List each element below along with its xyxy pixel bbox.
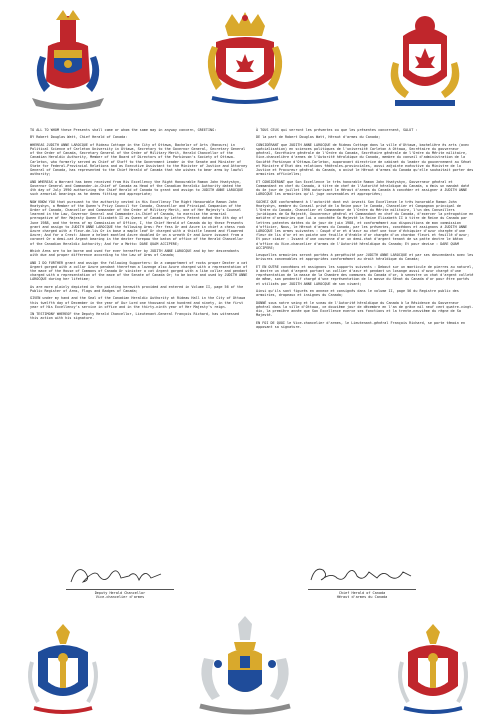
english-paragraph: As are more plainly depicted in the painting herewith provided and entered in Volume II, page 56 of the Public Register of Arms, Flags and Badges of Canada;	[30, 284, 244, 294]
english-paragraph: IN TESTIMONY WHEREOF the Deputy Herald Chancellor, Lieutenant-General François Richard, has witnessed this action with his signature.	[30, 312, 240, 321]
french-paragraph: Lesquelles armoiries seront portées à perpétuité par JUDITH ANNE LAROCQUE et par ses descendants avec les brisures convenables et appropriées conformément au droit héraldique du Canada;	[256, 253, 474, 262]
english-paragraph: GIVEN under my hand and the Seal of the Canadian Heraldic Authority at Rideau Hall in the City of Ottawa this twelfth day of December in the year of Our Lord one thousand nine hundred and ninety, in the first year of His Excellency's service in office and in the thirty-ninth year of Her Majesty's reign.	[30, 296, 246, 309]
english-paragraph: Which Arms are to be borne and used for ever hereafter by JUDITH ANNE LAROCQUE and by her descendants with due and proper difference according to the Law of Arms of Canada;	[30, 249, 240, 258]
grantee-arms-crest	[18, 6, 118, 114]
signature-title-fr: Vice-chancelier d'armes	[95, 595, 145, 600]
english-paragraph: AND I DO FURTHER grant and assign the following Supporters: On a compartment of rocks proper Dexter a cat Argent gorged with a collar Azure pendant therefrom a lozenge also Azure charged with a representation of the mace of the House of Commons of Canada Or sinister a cat Argent gorged with a like collar and pendant charged with a representation of the mace of the Senate of Canada Or; to be borne and used by JUDITH ANNE LAROCQUE during her lifetime;	[30, 260, 248, 282]
herald-crest	[375, 6, 475, 114]
french-paragraph: SACHEZ QUE conformément à l'autorité dont est investi Son Excellence le très honorable Ramon John Hnatyshyn, membre du Conseil privé de la Reine pour le Canada, Chancelier et Compagnon principal de l'Ordre du Canada, Chancelier et Commandeur de l'Ordre du Mérite militaire, l'un des Conseillers juridiques de Sa Majesté, Gouverneur général et Commandant en chef du Canada, d'exercer la prérogative en matière d'armoiries que lui a concédée Sa Majesté la Reine Elizabeth II à titre de Reine du Canada par lettres patentes datées du 4e jour de juin 1988, et conformément aux dispositions de mon commission d'officier, Nous, le Héraut d'armes du Canada, par les présentes, concédons et assignons à JUDITH ANNE LAROCQUE les armes suivantes : Coupé d'or et d'azur au chef une tour d'échiquier d'azur chargée d'une fleur de lis d'or et en pointe une feuille d'érable d'or chargée d'un chardon fleuri et feuillé d'azur; Et pour cimier : Issant d'une couronne d'or un demi-chat d'argent tenant de sa patte dextre le bâton d'office du Vice-chancelier d'armes de l'Autorité héraldique du Canada; Et pour devise : DARE QUAM ACCIPERE;	[256, 199, 474, 250]
english-paragraph: NOW KNOW YOU that pursuant to the authority vested in His Excellency The Right Honourable Ramon John Hnatyshyn, a Member of the Queen's Privy Council for Canada, Chancellor and Principal Companion of the Order of Canada, Chancellor and Commander of the Order of Military Merit, one of Her Majesty's Counsel learned in the Law, Governor General and Commander-in-Chief of Canada, to exercise the armorial prerogative of Her Majesty Queen Elizabeth II as Queen of Canada by Letters Patent dated the 4th day of June 1988, and the terms of my Commission of Office, I, the Chief Herald of Canada do by these Presents grant and assign to JUDITH ANNE LAROCQUE the following Arms: Per fess Or and Azure in chief a chess rook Azure charged with a fleur-de-lis Or in base a maple leaf Or charged with a thistle leaved and flowered Azure; And for a Crest: Above a helmet mantled Azure doubled Or on a wreath Or and Azure issuant from a coronet Or a demi-cat Argent bearing in the dexter forepaw the baton of office of the Herald Chancellor of the Canadian Heraldic Authority; And for a Motto: DARE QUAM ACCIPERE;	[30, 199, 246, 246]
french-paragraph: DONNÉ sous notre seing et le sceau de l'Autorité héraldique du Canada à la Résidence du Gouverneur général dans la ville d'Ottawa, ce douzième jour de décembre en l'an de grâce mil neuf cent quatre-vingt-dix, la première année que Son Excellence exerce ses fonctions et la trente-neuvième du règne de Sa Majesté.	[256, 300, 474, 318]
french-paragraph: ET CONSIDÉRANT que Son Excellence le très honorable Ramon John Hnatyshyn, Gouverneur général et Commandant en chef du Canada, à titre de chef de l'Autorité héraldique du Canada, a émis un mandat daté du 4e jour de juillet 1990 autorisant le Héraut d'armes du Canada à concéder et assigner à JUDITH ANNE LAROCQUE les armoiries qu'il juge convenables et appropriées;	[256, 179, 470, 197]
grantee-full-achievement	[188, 614, 302, 722]
french-paragraph: À TOUS CEUX qui verront les présentes ou que les présentes concernent, SALUT :	[256, 128, 418, 132]
signature-title-fr: Héraut d'armes du Canada	[336, 595, 388, 600]
chief-herald-signature-block	[302, 562, 422, 600]
handwritten-signature-left	[65, 562, 175, 588]
handwritten-signature-right	[307, 562, 417, 588]
deputy-herald-signature-block	[60, 562, 180, 600]
senate-mace-badge	[388, 622, 478, 720]
signature-title-en: Chief Herald of Canada	[338, 591, 386, 595]
french-paragraph: EN FOI DE QUOI le Vice-chancelier d'armes, le Lieutenant-général François Richard, se porte témoin en apposant sa signature.	[256, 320, 466, 329]
signature-line	[66, 589, 174, 590]
english-paragraph: BY Robert Douglas Watt, Chief Herald of Canada:	[30, 135, 128, 140]
royal-crown-crest	[192, 6, 298, 112]
english-paragraph: TO ALL TO WHOM these Presents shall come or whom the same may in anyway concern, GREETING:	[30, 128, 217, 132]
french-paragraph: ET EN OUTRE concédons et assignons les supports suivants : Debout sur un monticule de pierres au naturel, à dextre un chat d'argent portant un collier d'azur et pendant un losange aussi d'azur chargé d'une représentation de la masse de la Chambre des communes du Canada d'or, à senestre un chat d'argent colleté de même, son pendentif chargé d'une représentation de la masse du Sénat du Canada d'or pour être portés et utilisés par JUDITH ANNE LAROCQUE de son vivant;	[256, 264, 474, 286]
english-paragraph: AND WHEREAS a Warrant has been received from His Excellency the Right Honourable Ramon John Hnatyshyn, Governor General and Commander-in-Chief of Canada as Head of the Canadian Heraldic Authority dated the 4th day of July 1990 authorizing the Chief Herald of Canada to grant and assign to JUDITH ANNE LAROCQUE such armorial bearings as he deems fitting and appropriate;	[30, 179, 244, 197]
english-paragraph: WHEREAS JUDITH ANNE LAROCQUE of Rideau Cottage in the City of Ottawa, Bachelor of Arts (Honours) in Political Science of Carleton University in Ottawa, Secretary to the Governor General, Secretary General of the Order of Canada, Secretary General of the Order of Military Merit, Herald Chancellor of the Canadian Heraldic Authority, Member of the Board of Directors of the Parkinson's Society of Ottawa-Carleton, who formerly served as Chief of Staff to the Government Leader in the Senate and Minister of State for Federal-Provincial Relations and as Executive Assistant to the Minister of Justice and Attorney General of Canada, has represented to the Chief Herald of Canada that she wishes to bear arms by lawful authority;	[30, 142, 248, 177]
french-text-column	[256, 128, 474, 332]
english-text-column	[30, 128, 248, 324]
commons-mace-badge	[18, 622, 108, 720]
signature-line	[308, 589, 416, 590]
french-paragraph: CONSIDÉRANT que JUDITH ANNE LAROCQUE de Rideau Cottage dans la ville d'Ottawa, bachelière ès arts (avec spécialisation) en sciences politiques de l'université Carleton à Ottawa, Secrétaire du gouverneur général, Secrétaire générale de l'Ordre du Canada, Secrétaire générale de l'Ordre du Mérite militaire, Vice-chancelière d'armes de l'Autorité héraldique du Canada, membre du conseil d'administration de la Société Parkinson d'Ottawa-Carleton, auparavant directrice de cabinet du leader du gouvernement au Sénat et Ministre d'État des relations fédérales-provinciales, aussi adjointe exécutive du Ministre de la Justice et Procureur général du Canada, a avisé le Héraut d'armes du Canada qu'elle souhaitait porter des armoiries officielles;	[256, 142, 474, 177]
signature-title-en: Deputy Herald Chancellor	[94, 591, 146, 595]
french-paragraph: DE la part de Robert Douglas Watt, Héraut d'armes du Canada;	[256, 135, 381, 140]
french-paragraph: Ainsi qu'ils sont figurés en annexe et consignés dans le volume II, page 56 du Registre public des armoiries, drapeaux et insignes du Canada;	[256, 289, 459, 298]
